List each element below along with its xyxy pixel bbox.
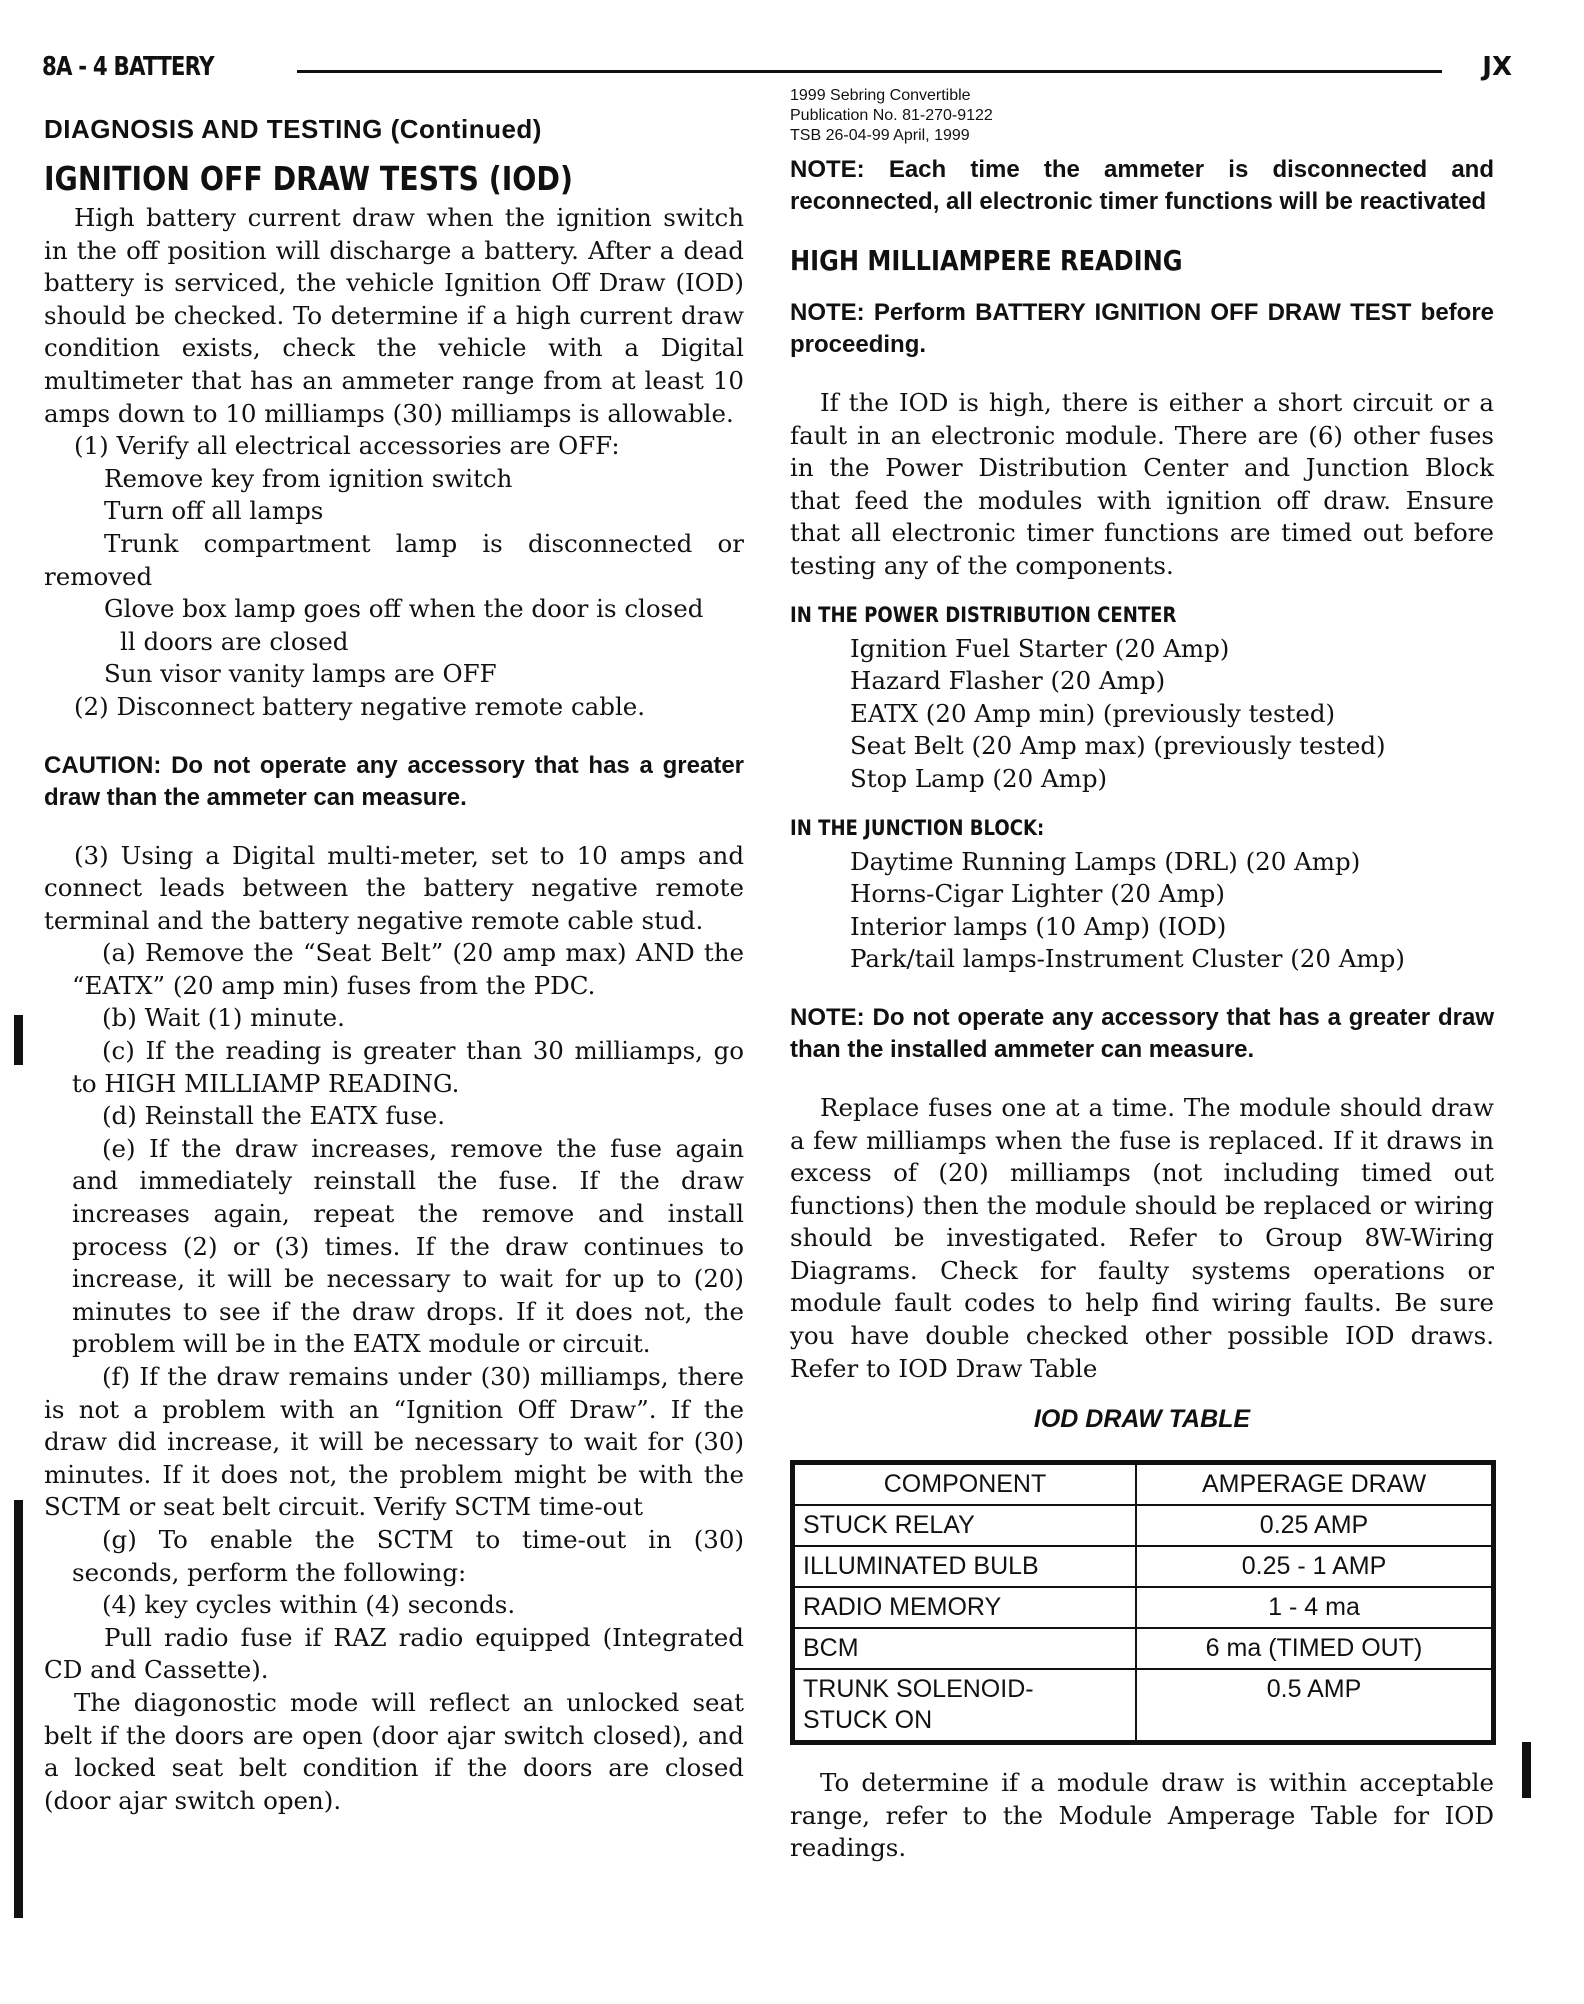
pdc-fuse-item: EATX (20 Amp min) (previously tested) — [850, 698, 1336, 728]
step-3e: (e) If the draw increases, remove the fuse again and immediately reinstall the fuse. If the draw increases again, repeat the remove and install process (2) or (3) times. If the draw continues to increase, it will be necessary to wait for up to (20) minutes to see if the draw drops. If it does not, the problem will be in the EATX module or circuit. — [72, 1133, 744, 1359]
pdc-fuse-item: Ignition Fuel Starter (20 Amp) — [850, 633, 1230, 663]
table-cell: BCM — [794, 1628, 1136, 1669]
pdc-fuse-item: Stop Lamp (20 Amp) — [850, 763, 1108, 793]
table-cell: 0.25 - 1 AMP — [1136, 1546, 1492, 1587]
page-header — [42, 50, 1512, 90]
step-3: (3) Using a Digital multi-meter, set to 10 amps and connect leads between the battery negative remote terminal and the battery negative remote cable stud. — [44, 840, 744, 935]
table-header-cell: COMPONENT — [794, 1464, 1136, 1505]
page-reference: 8A - 4 BATTERY — [42, 52, 214, 82]
perform-test-note: NOTE: Perform BATTERY IGNITION OFF DRAW TEST before proceeding. — [790, 299, 1494, 358]
step-3g: (g) To enable the SCTM to time-out in (30) seconds, perform the following: — [72, 1524, 744, 1587]
timer-note: NOTE: Each time the ammeter is disconnected and reconnected, all electronic timer functions will be reactivated — [790, 156, 1494, 215]
pdc-heading: IN THE POWER DISTRIBUTION CENTER — [790, 602, 1177, 627]
step-4: (4) key cycles within (4) seconds. — [102, 1590, 516, 1620]
step-1-item: Sun visor vanity lamps are OFF — [104, 659, 497, 689]
table-row — [794, 1546, 1492, 1587]
publication-model: 1999 Sebring Convertible — [790, 87, 971, 104]
high-milliampere-heading: HIGH MILLIAMPERE READING — [790, 244, 1183, 277]
revision-bar — [14, 1015, 23, 1065]
table-cell: ILLUMINATED BULB — [794, 1546, 1136, 1587]
diagnostic-mode-paragraph: The diagonostic mode will reflect an unlocked seat belt if the doors are open (door ajar switch closed), and a locked seat belt condition if the doors are closed (door ajar switch open). — [44, 1687, 744, 1815]
caution-note: CAUTION: Do not operate any accessory that has a greater draw than the ammeter can measure. — [44, 751, 744, 811]
jb-fuse-item: Daytime Running Lamps (DRL) (20 Amp) — [850, 846, 1361, 876]
left-column — [44, 110, 744, 1817]
publication-tsb: TSB 26-04-99 April, 1999 — [790, 127, 970, 144]
jb-fuse-item: Park/tail lamps-Instrument Cluster (20 Amp) — [850, 944, 1405, 974]
iod-high-paragraph: If the IOD is high, there is either a short circuit or a fault in an electronic module. There are (6) other fuses in the Power Distribution Center and Junction Block that feed the modules with ignition off draw. Ensure that all electronic timer functions are timed out before testing any of the components. — [790, 388, 1494, 580]
publication-number: Publication No. 81-270-9122 — [790, 107, 993, 124]
step-2: (2) Disconnect battery negative remote cable. — [74, 691, 646, 721]
pdc-fuse-item: Seat Belt (20 Amp max) (previously tested) — [850, 731, 1386, 761]
step-1-item: Trunk compartment lamp is disconnected or removed — [44, 528, 744, 591]
jb-fuse-item: Horns-Cigar Lighter (20 Amp) — [850, 879, 1225, 909]
step-1-item: Remove key from ignition switch — [104, 463, 513, 493]
revision-bar — [1522, 1742, 1531, 1798]
step-1-item: ll doors are closed — [120, 626, 349, 656]
jb-fuse-item: Interior lamps (10 Amp) (IOD) — [850, 911, 1227, 941]
table-row — [794, 1505, 1492, 1546]
step-3c: (c) If the reading is greater than 30 milliamps, go to HIGH MILLIAMP READING. — [72, 1036, 744, 1098]
table-header-row — [794, 1464, 1492, 1505]
iod-table-title: IOD DRAW TABLE — [1033, 1405, 1251, 1434]
section-title: IGNITION OFF DRAW TESTS (IOD) — [44, 159, 573, 198]
continued-heading: DIAGNOSIS AND TESTING (Continued) — [44, 114, 542, 144]
step-3d: (d) Reinstall the EATX fuse. — [102, 1101, 446, 1131]
step-1: (1) Verify all electrical accessories are OFF: — [74, 431, 620, 461]
table-cell: TRUNK SOLENOID-STUCK ON — [794, 1669, 1136, 1741]
ammeter-note: NOTE: Do not operate any accessory that has a greater draw than the installed ammeter can measure. — [790, 1003, 1494, 1063]
module-amperage-paragraph: To determine if a module draw is within acceptable range, refer to the Module Amperage Table for IOD readings. — [790, 1768, 1494, 1863]
step-3f: (f) If the draw remains under (30) milliamps, there is not a problem with an “Ignition Off Draw”. If the draw did increase, it will be necessary to wait for (30) minutes. If it does not, the problem might be with the SCTM or seat belt circuit. Verify SCTM time-out — [44, 1362, 744, 1522]
table-cell: 6 ma (TIMED OUT) — [1136, 1628, 1492, 1669]
header-rule — [297, 70, 1442, 73]
table-row — [794, 1669, 1492, 1741]
table-header-cell: AMPERAGE DRAW — [1136, 1464, 1492, 1505]
step-3a: (a) Remove the “Seat Belt” (20 amp max) AND the “EATX” (20 amp min) fuses from the PDC. — [72, 938, 744, 1000]
radio-fuse-note: Pull radio fuse if RAZ radio equipped (Integrated CD and Cassette). — [44, 1622, 744, 1685]
table-row — [794, 1587, 1492, 1628]
table-cell: 0.5 AMP — [1136, 1669, 1492, 1741]
junction-block-fuse-list — [790, 846, 1494, 976]
pdc-fuse-list — [790, 633, 1494, 796]
iod-draw-table — [790, 1460, 1496, 1745]
table-cell: STUCK RELAY — [794, 1505, 1136, 1546]
table-row — [794, 1628, 1492, 1669]
step-1-item: Glove box lamp goes off when the door is closed — [104, 594, 704, 624]
table-cell: RADIO MEMORY — [794, 1587, 1136, 1628]
step-3b: (b) Wait (1) minute. — [102, 1003, 345, 1033]
replace-fuses-paragraph: Replace fuses one at a time. The module should draw a few milliamps when the fuse is replaced. If it draws in excess of (20) milliamps (not including timed out functions) then the module should be replaced or wiring should be investigated. Refer to Group 8W-Wiring Diagrams. Check for faulty systems operations or module fault codes to help find wiring faults. Be sure you have double checked other possible IOD draws. Refer to IOD Draw Table — [790, 1092, 1494, 1383]
step-1-item: Turn off all lamps — [104, 496, 324, 526]
pdc-fuse-item: Hazard Flasher (20 Amp) — [850, 666, 1166, 696]
revision-bar — [14, 1500, 23, 1918]
table-cell: 1 - 4 ma — [1136, 1587, 1492, 1628]
model-code: JX — [1482, 52, 1512, 82]
right-column — [790, 86, 1494, 1865]
table-cell: 0.25 AMP — [1136, 1505, 1492, 1546]
intro-paragraph: High battery current draw when the ignition switch in the off position will discharge a battery. After a dead battery is serviced, the vehicle Ignition Off Draw (IOD) should be checked. To determine if a high current draw condition exists, check the vehicle with a Digital multimeter that has an ammeter range from at least 10 amps down to 10 milliamps (30) milliamps is allowable. — [44, 203, 744, 428]
publication-info — [790, 86, 1494, 146]
junction-block-heading: IN THE JUNCTION BLOCK: — [790, 815, 1045, 840]
